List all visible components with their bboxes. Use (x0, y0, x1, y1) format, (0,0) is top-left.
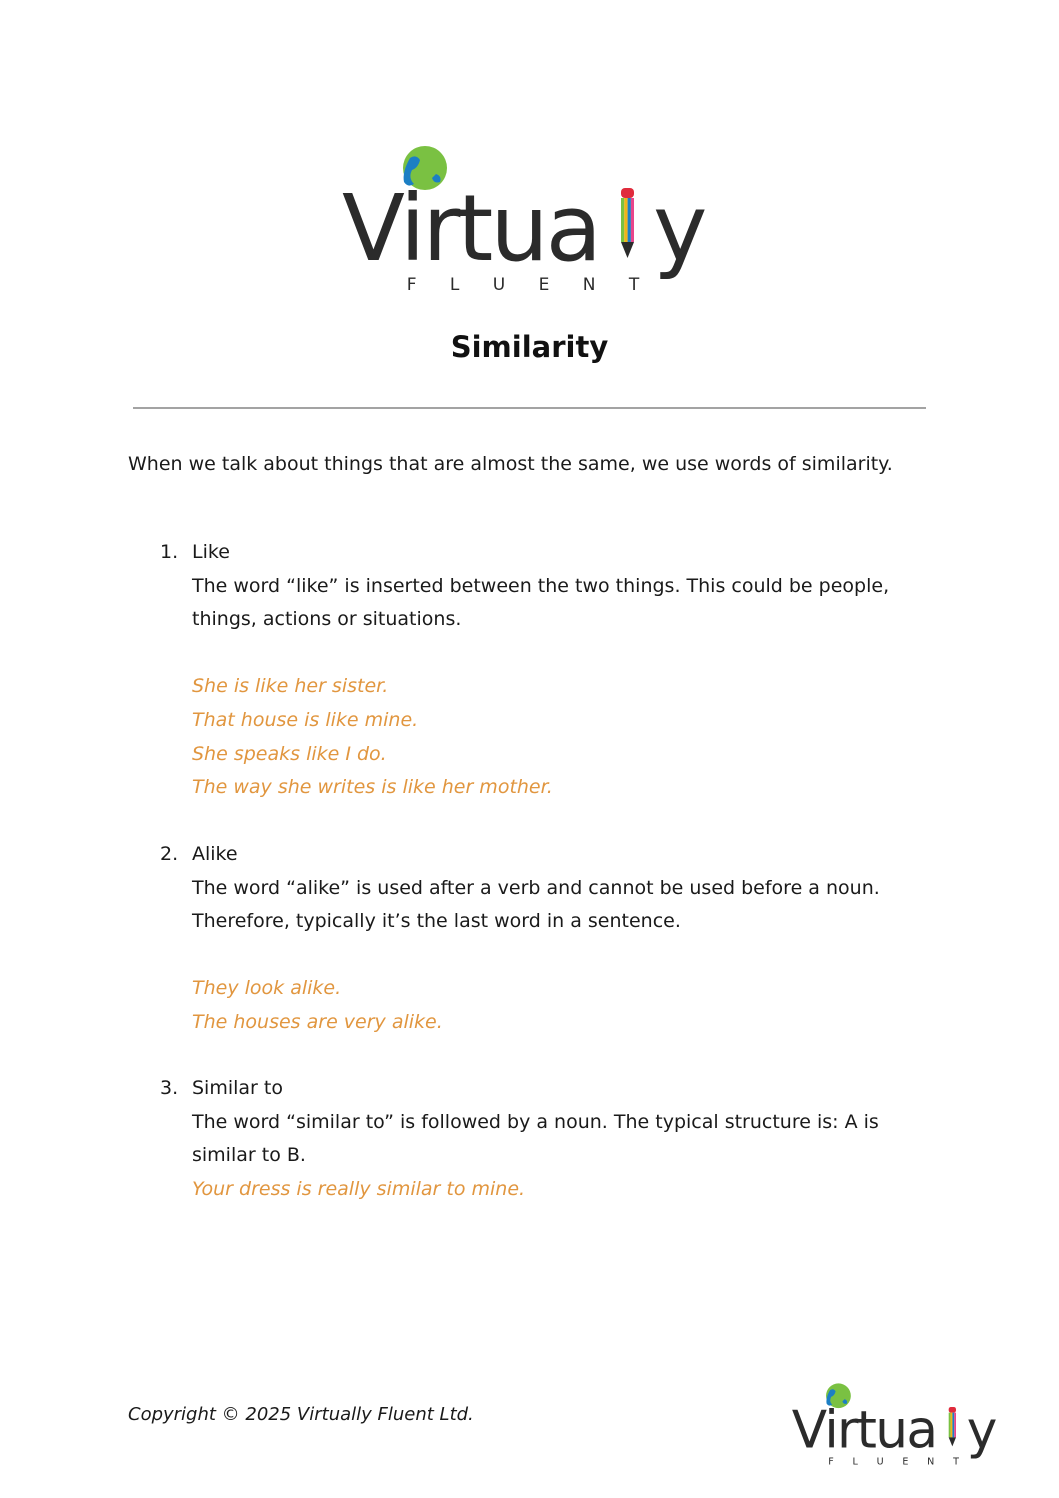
section-like (160, 536, 920, 805)
section-number: 3. (160, 1077, 179, 1099)
pencil-icon (621, 188, 634, 258)
section-heading: Alike (192, 843, 238, 865)
example-sentence: That house is like mine. (192, 708, 419, 731)
section-heading: Similar to (192, 1077, 283, 1099)
section-heading: Like (192, 541, 230, 563)
section-description: The word “similar to” is followed by a noun. The typical structure is: A is similar to B. (192, 1110, 879, 1167)
copyright-notice: Copyright © 2025 Virtually Fluent Ltd. (128, 1404, 474, 1425)
logo-wordmark: Virtua (342, 175, 600, 282)
section-number: 1. (160, 541, 179, 563)
logo-wordmark: Virtua (791, 1400, 937, 1461)
virtually-fluent-footer-logo (790, 1380, 1005, 1470)
example-sentence: She is like her sister. (192, 675, 389, 698)
page-title: Similarity (450, 330, 609, 364)
section-similar-to (160, 1072, 920, 1206)
intro-paragraph: When we talk about things that are almost the same, we use words of similarity. (128, 453, 893, 475)
example-sentence: They look alike. (192, 977, 342, 1000)
title-divider (133, 407, 926, 409)
section-description: The word “alike” is used after a verb and cannot be used before a noun. Therefore, typically it’s the last word in a sentence. (192, 876, 880, 933)
virtually-fluent-logo (340, 140, 720, 300)
example-sentence: The houses are very alike. (192, 1010, 443, 1033)
logo-tagline: F L U E N T (406, 275, 654, 295)
example-sentence: She speaks like I do. (192, 742, 387, 765)
example-sentence: Your dress is really similar to mine. (192, 1177, 526, 1200)
svg-text:y: y (966, 1400, 998, 1461)
section-number: 2. (160, 843, 179, 865)
section-alike (160, 838, 920, 1040)
pencil-icon (949, 1407, 956, 1446)
section-description: The word “like” is inserted between the two things. This could be people, things, actions or situations. (192, 574, 890, 631)
logo-tagline: F L U E N T (828, 1456, 967, 1468)
svg-text:y: y (653, 175, 708, 282)
example-sentence: The way she writes is like her mother. (192, 776, 553, 799)
